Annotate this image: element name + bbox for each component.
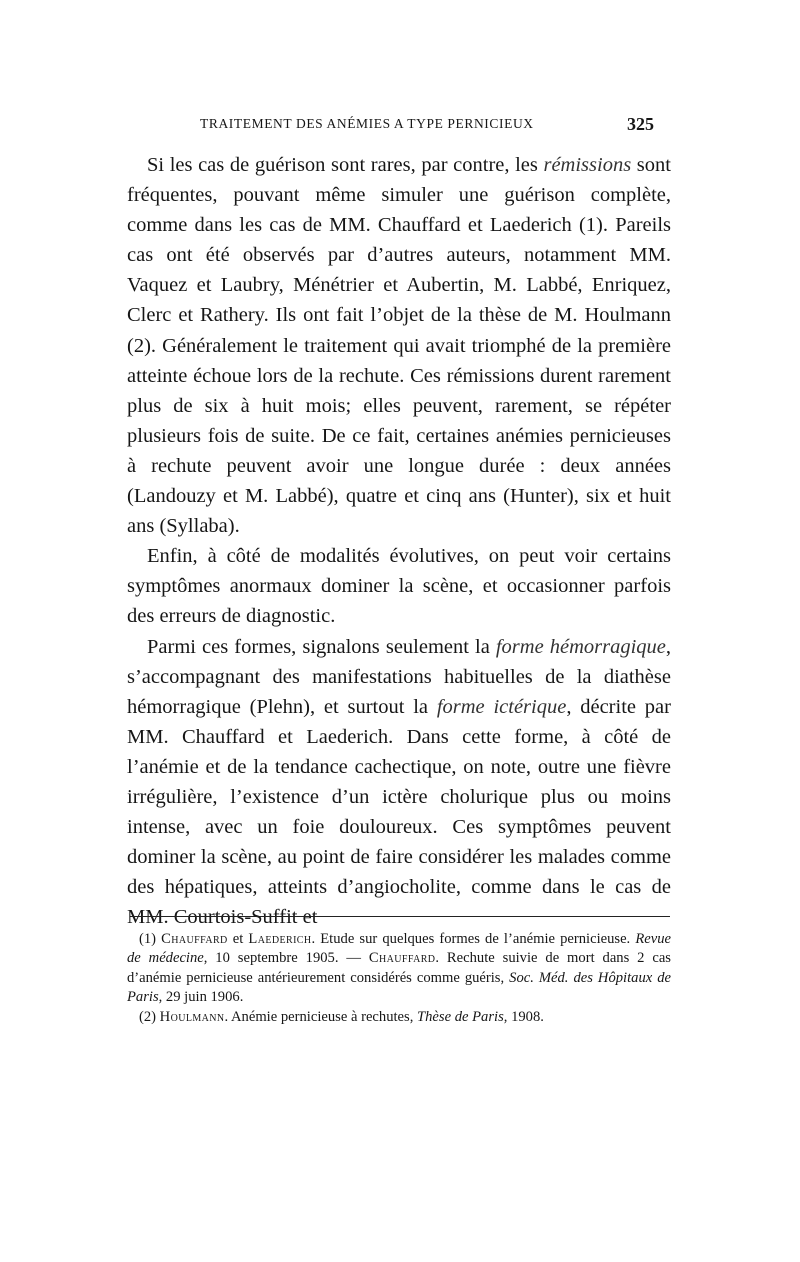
journal-title: Thèse de Paris: [417, 1008, 504, 1025]
paragraph-remissions: [127, 150, 671, 541]
paragraph-text: , s’accompagnant des manifestations habituelles de la diathèse hémorragique (Plehn), et surtout la: [127, 635, 671, 718]
italic-term: forme hémorragique: [495, 635, 666, 658]
paragraph-text: , décrite par MM. Chauffard et Laederich. Dans cette forme, à côté de l’anémie et de la tendance cachectique, on note, outre une fièvre irrégulière, l’existence d’un ictère cholurique plus ou moins intense, avec un foie douloureux. Ces symptômes peuvent dominer la scène, au point de faire considérer les malades comme des hépatiques, atteints d’angiocholite, comme dans le cas de MM. Courtois-Suffit et: [127, 695, 671, 929]
footnote-separator: [130, 916, 670, 917]
main-text: [127, 150, 671, 932]
journal-title: Soc. Méd. des Hôpitaux de Paris: [127, 969, 671, 1006]
footnote-number: (2): [139, 1008, 160, 1025]
paragraph-text: Enfin, à côté de modalités évolutives, on peut voir certains symptômes anormaux dominer la scène, et occasionner parfois des erreurs de diagnostic.: [127, 545, 671, 628]
running-title: TRAITEMENT DES ANÉMIES A TYPE PERNICIEUX: [200, 116, 534, 131]
italic-term: forme ictérique: [436, 695, 567, 718]
author-name: Laederich: [248, 931, 312, 947]
footnote-text: , 1908.: [503, 1008, 544, 1025]
author-name: Chauffard: [368, 950, 436, 967]
footnote-text: , 10 septembre 1905. —: [203, 950, 369, 967]
footnote-text: et: [227, 931, 249, 947]
paragraph-text: Si les cas de guérison sont rares, par contre, les: [147, 154, 544, 176]
footnote-text: . Anémie pernicieuse à rechutes,: [224, 1008, 418, 1025]
footnote-text: . Etude sur quelques formes de l’anémie pernicieuse.: [311, 931, 636, 947]
author-name: Chauffard: [161, 931, 228, 947]
paragraph-text: sont fréquentes, pouvant même simuler une guérison complète, comme dans les cas de MM. Chauffard et Laederich (1). Pareils cas ont été observés par d’autres auteurs, notamment MM. Vaquez et Laubry, Ménétrier et Aubertin, M. Labbé, Enriquez, Clerc et Rathery. Ils ont fait l’objet de la thèse de M. Houlmann (2). Généralement le traitement qui avait triomphé de la première atteinte échoue lors de la rechute. Ces rémissions durent rarement plus de six à huit mois; elles peuvent, rarement, se répéter plusieurs fois de suite. De ce fait, certaines anémies pernicieuses à rechute peuvent avoir une longue durée : deux années (Landouzy et M. Labbé), quatre et cinq ans (Hunter), six et huit ans (Syllaba).: [127, 154, 671, 538]
footnote-number: (1): [139, 931, 162, 947]
paragraph-abnormal-symptoms: [127, 541, 671, 631]
page-number: 325: [627, 114, 654, 134]
footnote-text: . Rechute suivie de mort dans 2 cas d’anémie pernicieuse antérieurement considérés comme guéris,: [127, 950, 671, 986]
paragraph-text: Parmi ces formes, signalons seulement la: [147, 635, 496, 658]
journal-title: Revue de médecine: [127, 931, 671, 967]
footnote-2: [127, 1008, 671, 1027]
author-name: Houlmann: [159, 1008, 225, 1025]
paragraph-forms: [127, 632, 671, 933]
running-header: [150, 116, 654, 140]
footnotes: [127, 930, 671, 1027]
italic-term: rémissions: [543, 154, 632, 176]
footnote-1: [127, 930, 671, 1008]
footnote-text: , 29 juin 1906.: [158, 989, 244, 1006]
